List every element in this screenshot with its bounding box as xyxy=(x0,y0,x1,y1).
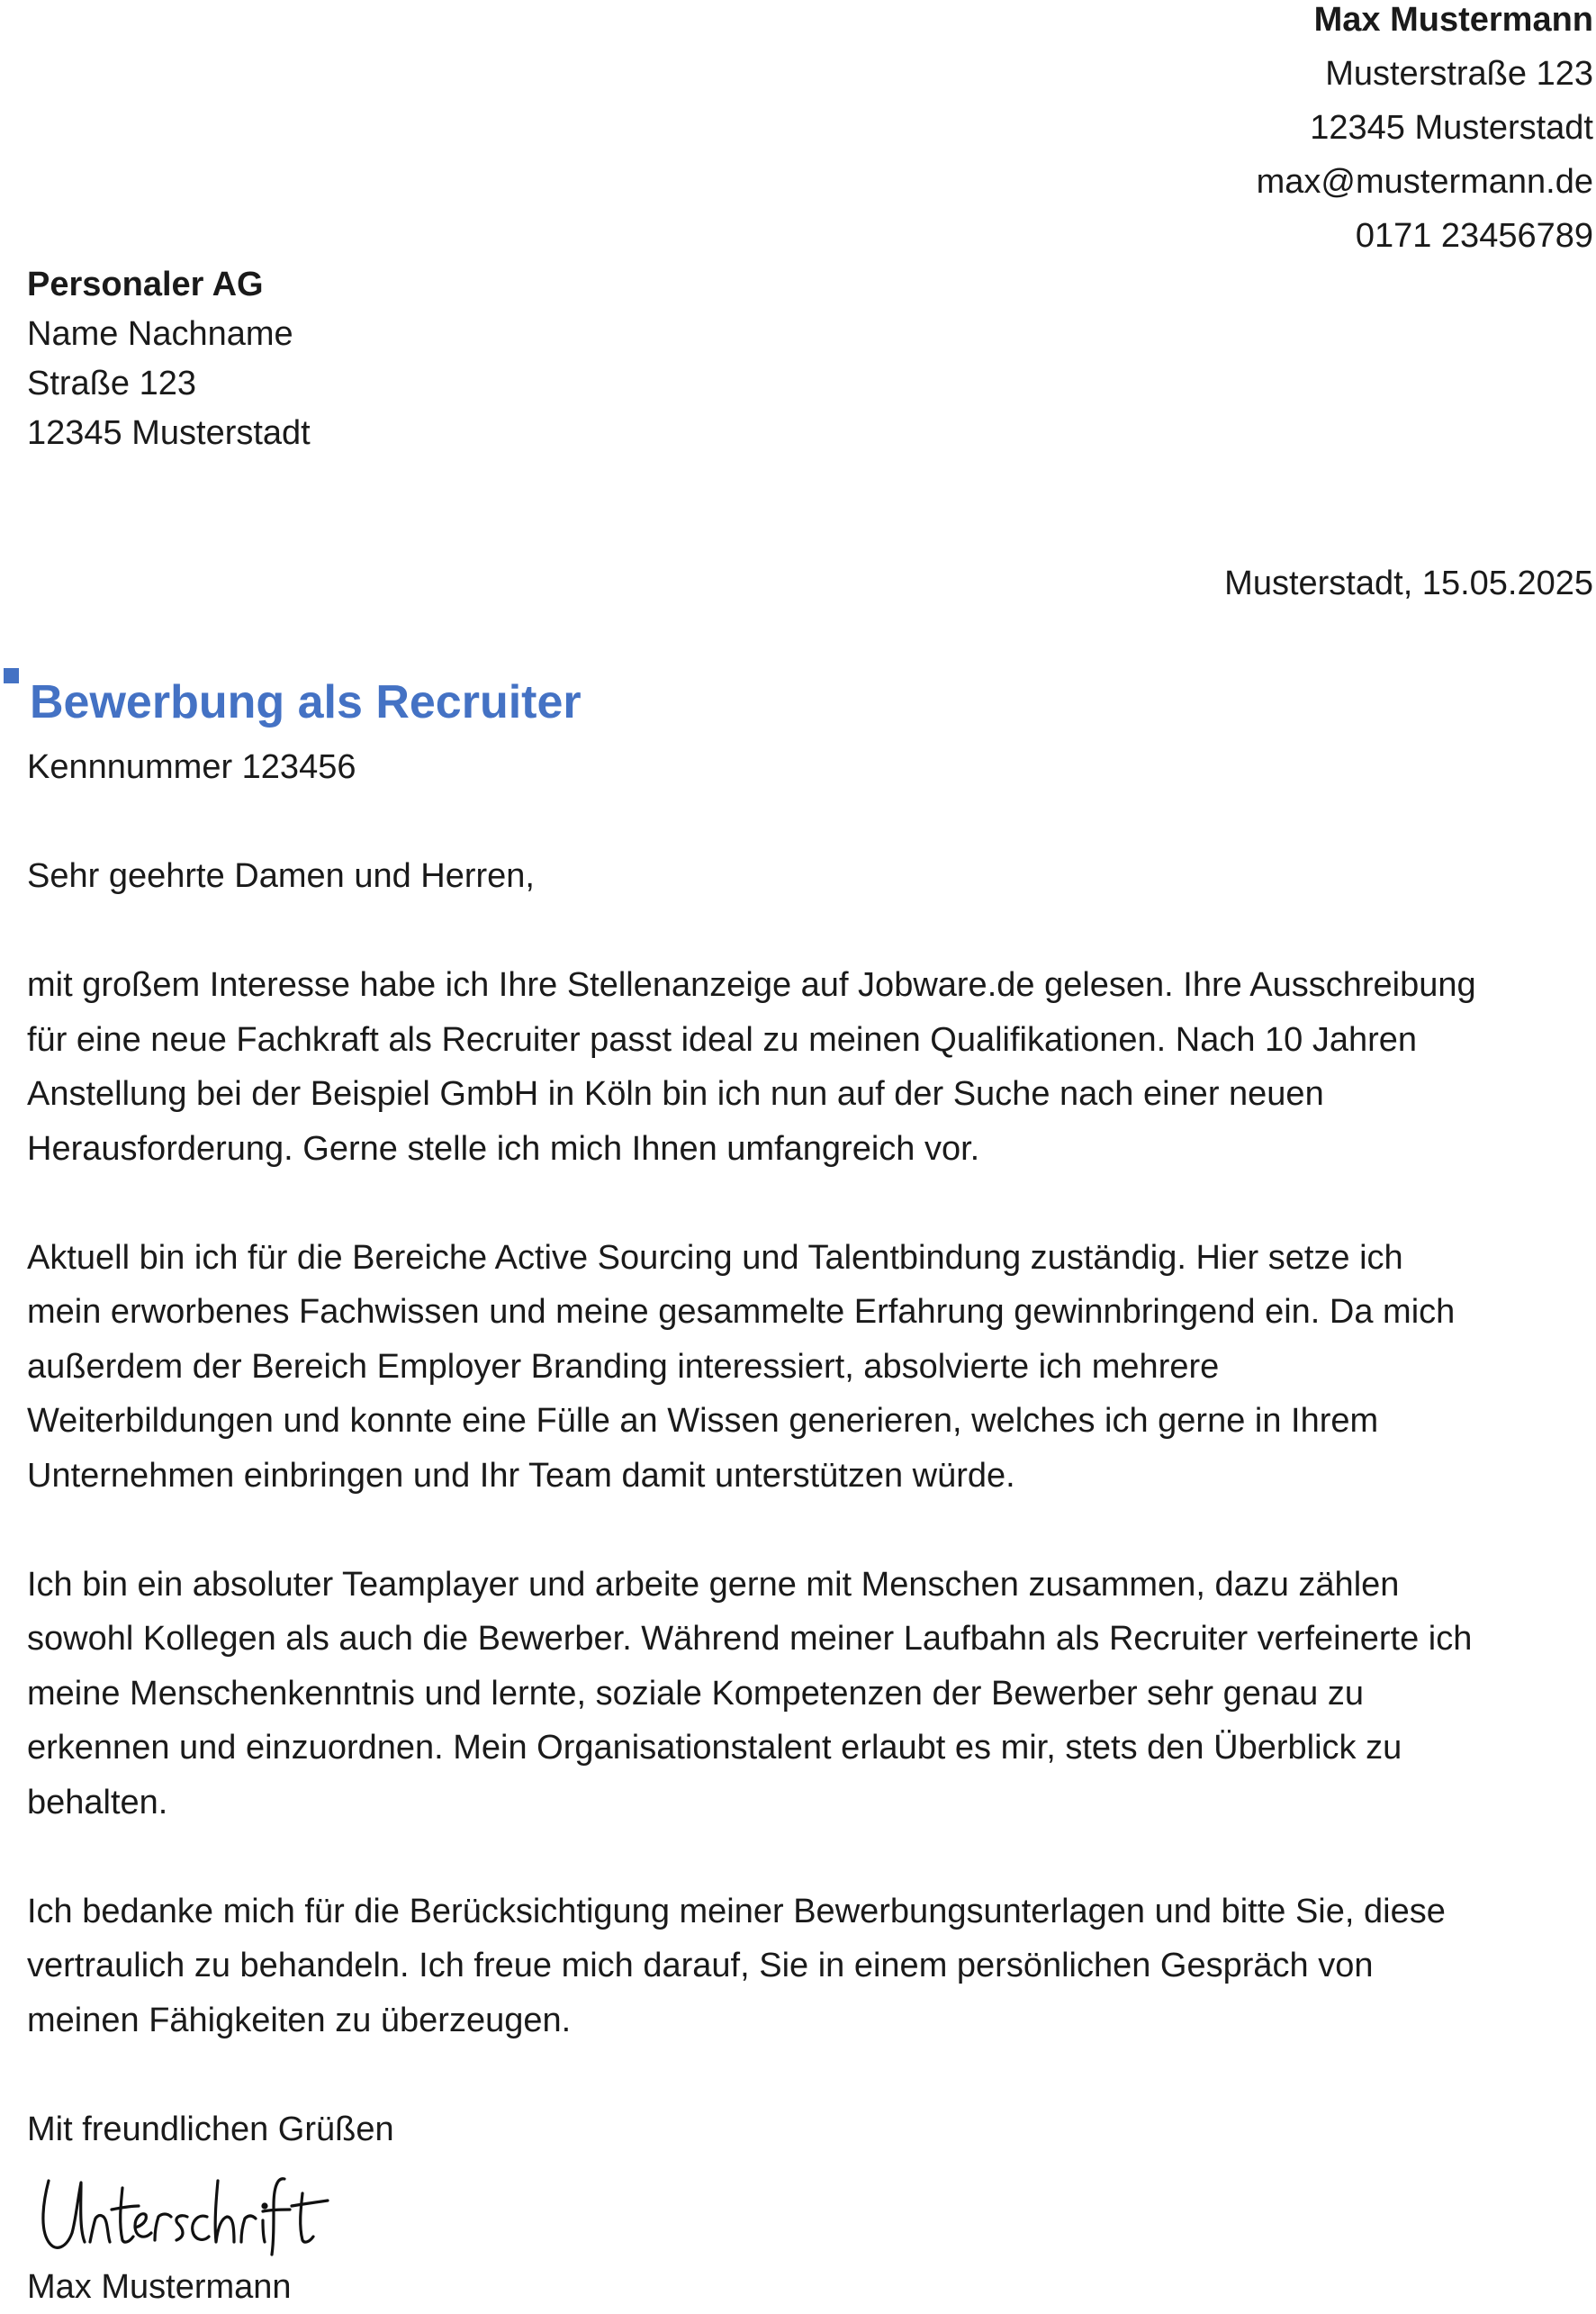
paragraph-1 xyxy=(27,958,1593,1176)
handwritten-signature xyxy=(36,2161,342,2260)
body-line: Anstellung bei der Beispiel GmbH in Köln bin ich nun auf der Suche nach einer neuen xyxy=(27,1075,1324,1113)
paragraph-spacer xyxy=(27,1830,1593,1885)
reference-number: Kennnummer 123456 xyxy=(27,748,356,786)
sender-name: Max Mustermann xyxy=(1313,1,1593,39)
paragraph-spacer xyxy=(27,1503,1593,1558)
recipient-street: Straße 123 xyxy=(27,365,196,402)
sender-phone: 0171 23456789 xyxy=(1355,217,1593,255)
subject-heading: Bewerbung als Recruiter xyxy=(30,676,582,728)
body-line: meinen Fähigkeiten zu überzeugen. xyxy=(27,2001,572,2039)
letter-body xyxy=(27,849,1593,2156)
body-line: Ich bedanke mich für die Berücksichtigung meiner Bewerbungsunterlagen und bitte Sie, diese xyxy=(27,1892,1446,1930)
body-line: behalten. xyxy=(27,1783,168,1821)
body-line: Aktuell bin ich für die Bereiche Active Sourcing und Talentbindung zuständig. Hier setze ich xyxy=(27,1238,1403,1277)
body-line: sowohl Kollegen als auch die Bewerber. Während meiner Laufbahn als Recruiter verfeinerte ich xyxy=(27,1620,1473,1658)
paragraph-3 xyxy=(27,1558,1593,1830)
body-line: mein erworbenes Fachwissen und meine gesammelte Erfahrung gewinnbringend ein. Da mich xyxy=(27,1293,1456,1331)
paragraph-spacer xyxy=(27,1176,1593,1231)
closing-phrase: Mit freundlichen Grüßen xyxy=(27,2110,394,2148)
body-line: mit großem Interesse habe ich Ihre Stellenanzeige auf Jobware.de gelesen. Ihre Ausschreibung xyxy=(27,966,1476,1004)
sender-address-block xyxy=(1257,0,1593,263)
body-line: Herausforderung. Gerne stelle ich mich Ihnen umfangreich vor. xyxy=(27,1129,980,1168)
body-line: vertraulich zu behandeln. Ich freue mich darauf, Sie in einem persönlichen Gespräch von xyxy=(27,1947,1374,1984)
recipient-address-block xyxy=(27,260,311,458)
sender-city: 12345 Musterstadt xyxy=(1310,109,1593,147)
body-line: Weiterbildungen und konnte eine Fülle an Wissen generieren, welches ich gerne in Ihrem xyxy=(27,1402,1379,1440)
place-date-line: Musterstadt, 15.05.2025 xyxy=(1224,565,1593,602)
body-line: meine Menschenkenntnis und lernte, soziale Kompetenzen der Bewerber sehr genau zu xyxy=(27,1674,1365,1713)
recipient-contact: Name Nachname xyxy=(27,315,293,353)
recipient-city: 12345 Musterstadt xyxy=(27,414,311,452)
body-line: Unternehmen einbringen und Ihr Team damit unterstützen würde. xyxy=(27,1456,1015,1495)
body-line: für eine neue Fachkraft als Recruiter passt ideal zu meinen Qualifikationen. Nach 10 Jahren xyxy=(27,1020,1418,1059)
signer-name: Max Mustermann xyxy=(27,2268,292,2306)
recipient-company: Personaler AG xyxy=(27,266,264,303)
paragraph-spacer xyxy=(27,904,1593,959)
body-line: Ich bin ein absoluter Teamplayer und arbeite gerne mit Menschen zusammen, dazu zählen xyxy=(27,1565,1400,1604)
body-line: außerdem der Bereich Employer Branding interessiert, absolvierte ich mehrere xyxy=(27,1347,1220,1386)
salutation: Sehr geehrte Damen und Herren, xyxy=(27,857,535,895)
body-line: erkennen und einzuordnen. Mein Organisationstalent erlaubt es mir, stets den Überblick zu xyxy=(27,1729,1402,1767)
paragraph-2 xyxy=(27,1231,1593,1504)
paragraph-4 xyxy=(27,1885,1593,2048)
heading-marker xyxy=(4,668,19,683)
paragraph-spacer xyxy=(27,2047,1593,2102)
sender-email: max@mustermann.de xyxy=(1256,163,1593,201)
sender-street: Musterstraße 123 xyxy=(1325,55,1593,93)
